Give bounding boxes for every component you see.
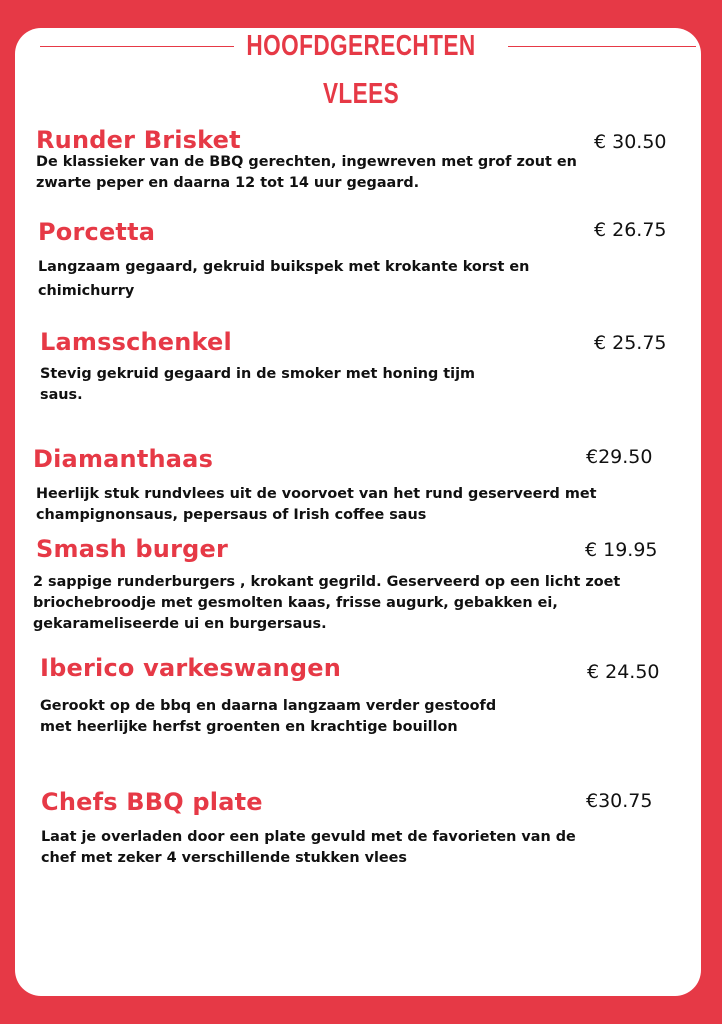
dish-price: € 25.75	[594, 332, 667, 354]
dish-description: Heerlijk stuk rundvlees uit de voorvoet van het rund geserveerd met champignonsaus, pepersaus of Irish coffee saus	[36, 486, 597, 523]
dish-description: Stevig gekruid gegaard in de smoker met honing tijm saus.	[40, 366, 476, 403]
dish-name: Diamanthaas	[33, 445, 214, 473]
dish-price: € 24.50	[587, 661, 660, 683]
section-subtitle: VLEES	[322, 78, 400, 110]
dish-description: Laat je overladen door een plate gevuld met de favorieten van de chef met zeker 4 verschillende stukken vlees	[41, 829, 576, 866]
dish-price: €30.75	[586, 790, 653, 812]
dish-description: 2 sappige runderburgers , krokant gegrild. Geserveerd op een licht zoet briochebroodje met gesmolten kaas, frisse augurk, gebakken ei, gekarameliseerde ui en burgersaus.	[33, 574, 621, 632]
dish-price: € 19.95	[585, 539, 658, 561]
dish-price: € 30.50	[594, 131, 667, 153]
dish-description: De klassieker van de BBQ gerechten, ingewreven met grof zout en zwarte peper en daarna 12 tot 14 uur gegaard.	[36, 154, 577, 191]
dish-name: Chefs BBQ plate	[41, 788, 263, 816]
dish-name: Runder Brisket	[36, 126, 241, 154]
dish-name: Porcetta	[38, 218, 156, 246]
page-title: HOOFDGERECHTEN	[246, 30, 476, 62]
dish-name: Iberico varkeswangen	[40, 654, 342, 682]
dish-name: Smash burger	[36, 535, 229, 563]
dish-description: Langzaam gegaard, gekruid buikspek met krokante korst en chimichurry	[38, 259, 530, 299]
dish-name: Lamsschenkel	[40, 328, 232, 356]
dish-price: €29.50	[586, 446, 653, 468]
dish-description: Gerookt op de bbq en daarna langzaam verder gestoofd met heerlijke herfst groenten en krachtige bouillon	[40, 698, 497, 735]
dish-price: € 26.75	[594, 219, 667, 241]
